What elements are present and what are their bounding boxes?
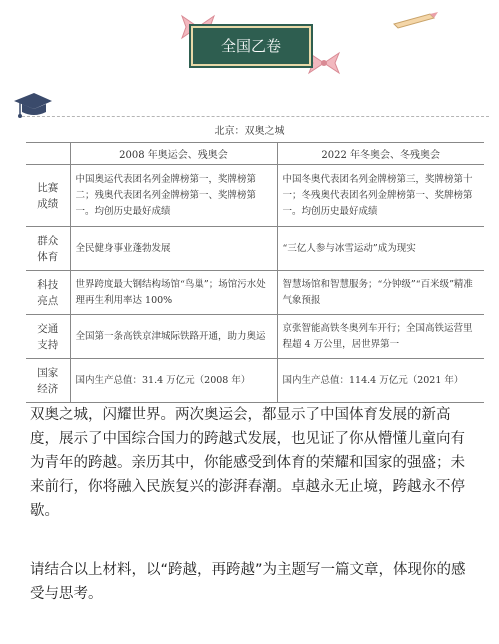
- cell-2008-transport: 全国第一条高铁京津城际铁路开通，助力奥运: [70, 315, 277, 359]
- cell-2008-results: 中国奥运代表团名列金牌榜第一，奖牌榜第二；残奥代表团名列金牌榜第一、奖牌榜第一。均创历史最好成绩: [70, 165, 277, 227]
- badge-label: 全国乙卷: [220, 37, 281, 55]
- table-header-empty: [26, 143, 70, 165]
- table-header-row: [26, 143, 484, 165]
- comparison-table: [26, 142, 484, 403]
- cell-2022-transport: 京张智能高铁冬奥列车开行；全国高铁运营里程超 4 万公里，居世界第一: [277, 315, 484, 359]
- row-header-mass-sports: 群众 体育: [26, 227, 70, 271]
- table-row: [26, 165, 484, 227]
- title-badge: [191, 26, 311, 66]
- prompt-paragraph: 请结合以上材料，以“跨越，再跨越”为主题写一篇文章，体现你的感受与思考。: [30, 562, 466, 602]
- row-header-transport: 交通 支持: [26, 315, 70, 359]
- table-header-2008: 2008 年奥运会、残奥会: [70, 143, 277, 165]
- pencil-icon: [390, 10, 440, 30]
- material-paragraph: 双奥之城，闪耀世界。两次奥运会，都显示了中国体育发展的新高度，展示了中国综合国力的跨越式发展，也见证了你从懵懂儿童向有为青年的跨越。亲历其中，你能感受到体育的荣耀和国家的强盛；未来前行，你将融入民族复兴的澎湃春潮。卓越永无止境，跨越永不停歇。: [30, 407, 465, 519]
- graduation-cap-icon: [12, 87, 52, 127]
- cell-2022-tech: 智慧场馆和智慧服务；“分钟级”“百米级”精准气象预报: [277, 271, 484, 315]
- table-header-2022: 2022 年冬奥会、冬残奥会: [277, 143, 484, 165]
- table-caption: 北京：双奥之城: [214, 126, 285, 137]
- cell-2022-mass-sports: “三亿人参与冰雪运动”成为现实: [277, 227, 484, 271]
- row-header-tech: 科技 亮点: [26, 271, 70, 315]
- table-row: [26, 271, 484, 315]
- cell-2008-economy: 国内生产总值：31.4 万亿元（2008 年）: [70, 359, 277, 403]
- table-row: [26, 359, 484, 403]
- cell-2008-tech: 世界跨度最大钢结构场馆“鸟巢”；场馆污水处理再生利用率达 100%: [70, 271, 277, 315]
- row-header-results: 比赛 成绩: [26, 165, 70, 227]
- cell-2022-economy: 国内生产总值：114.4 万亿元（2021 年）: [277, 359, 484, 403]
- table-row: [26, 315, 484, 359]
- cell-2008-mass-sports: 全民健身事业蓬勃发展: [70, 227, 277, 271]
- dashed-divider: [22, 116, 489, 117]
- row-header-economy: 国家 经济: [26, 359, 70, 403]
- cell-2022-results: 中国冬奥代表团名列金牌榜第三，奖牌榜第十一；冬残奥代表团名列金牌榜第一、奖牌榜第一。均创历史最好成绩: [277, 165, 484, 227]
- table-row: [26, 227, 484, 271]
